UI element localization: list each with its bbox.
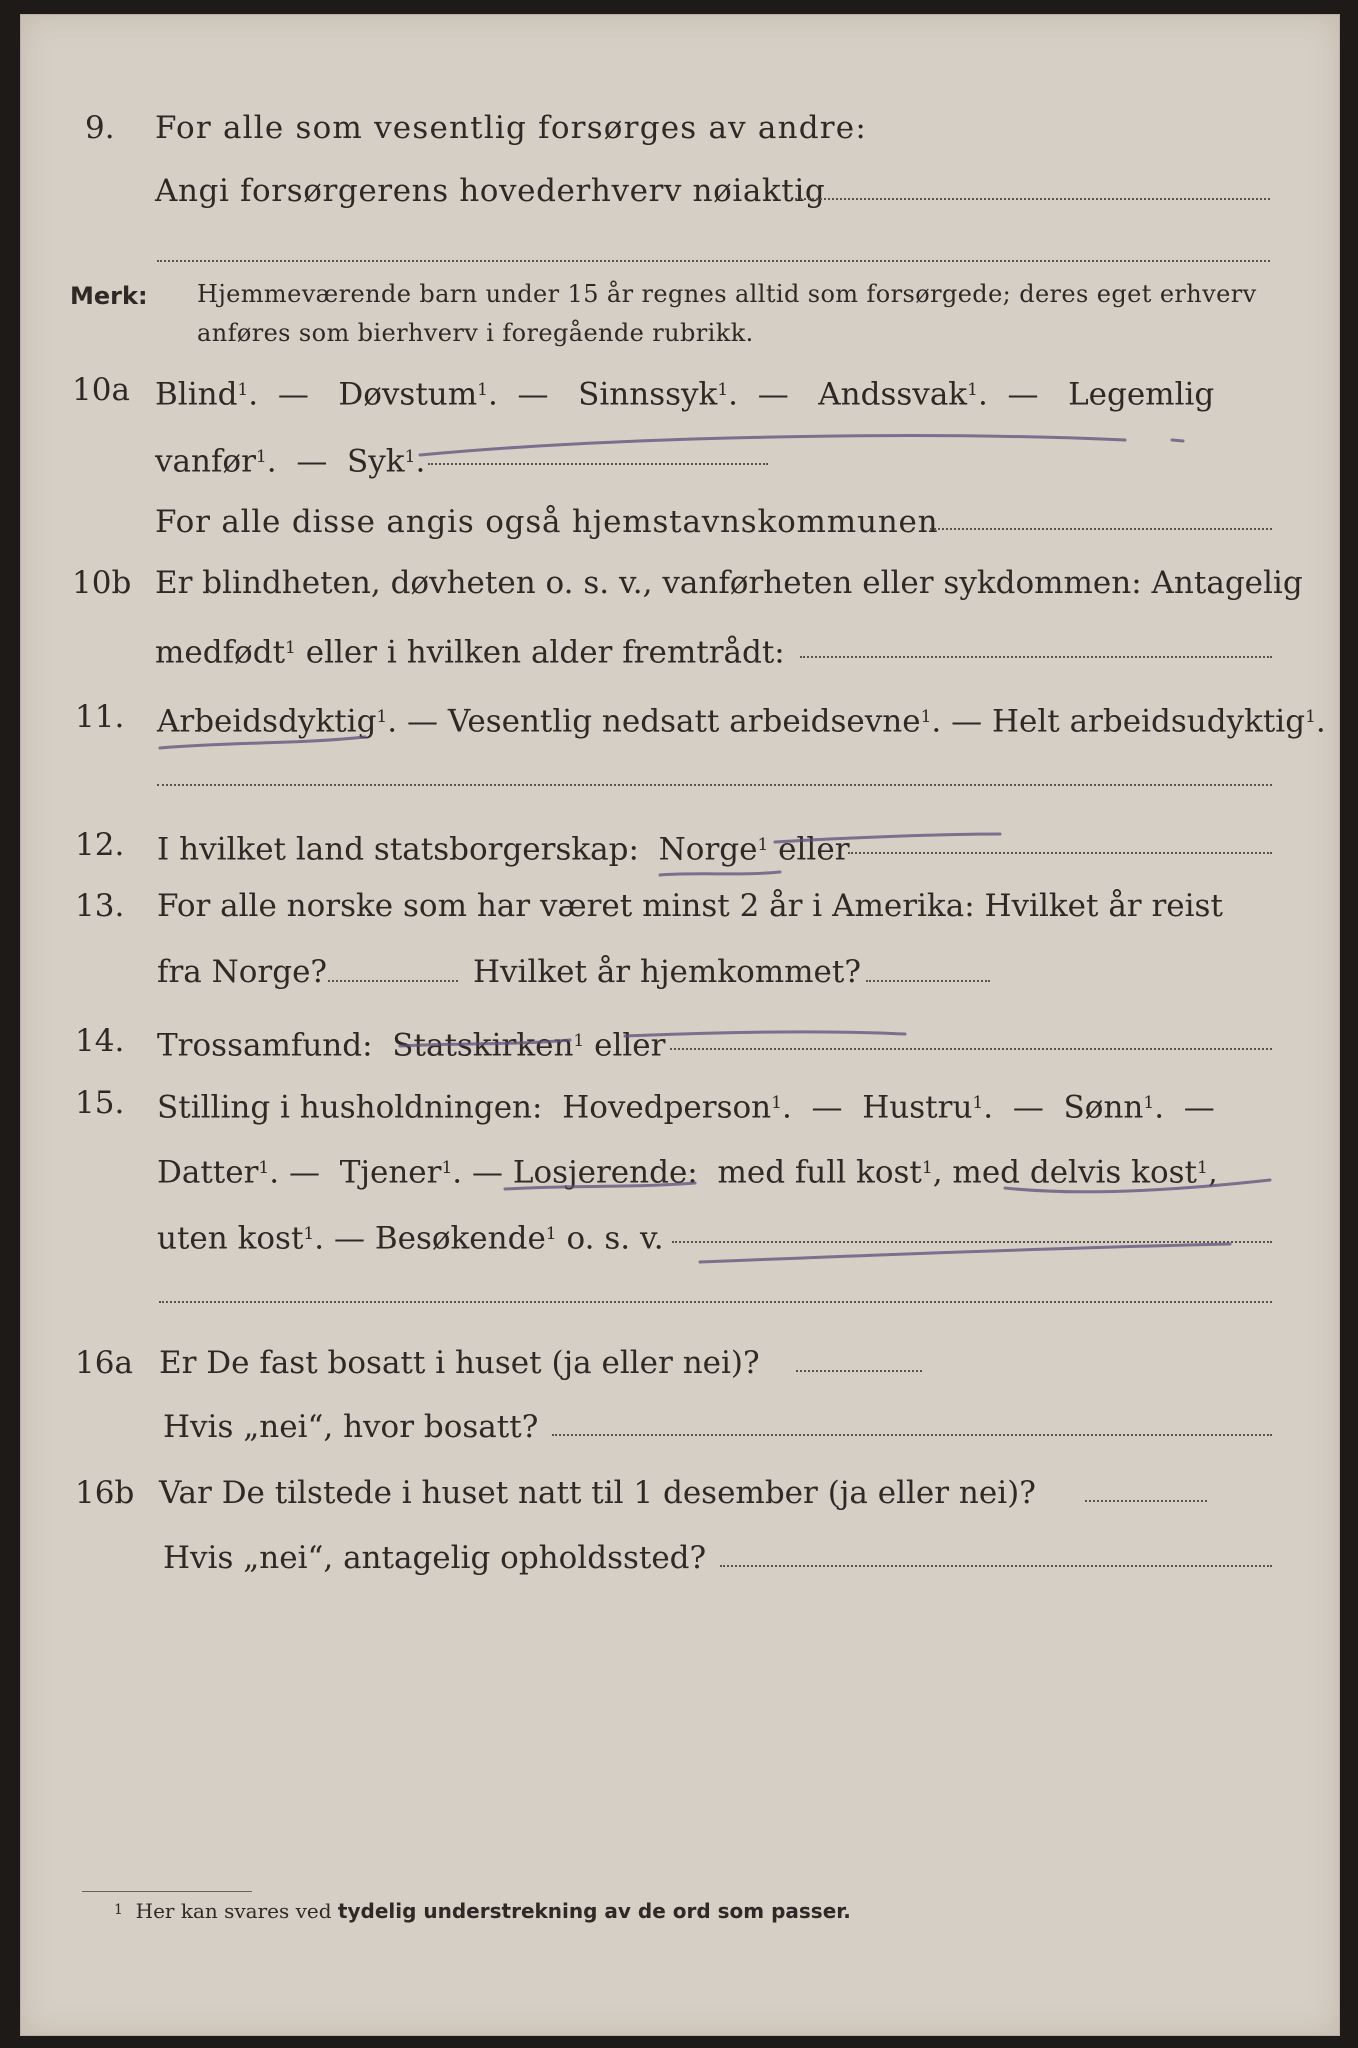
q12-text: I hvilket land statsborgerskap: <box>157 831 639 868</box>
merk-line2: anføres som bierhverv i foregående rubrikk. <box>197 319 754 347</box>
option-eller-tro[interactable]: eller <box>594 1027 666 1064</box>
q10b-line2: medfødt$^1$ eller i hvilken alder fremtrådt: <box>155 634 785 671</box>
option-andssvak[interactable]: Andssvak <box>818 376 968 413</box>
footnote-mark: 1 <box>114 1902 123 1918</box>
option-syk[interactable]: Syk <box>347 443 405 480</box>
q16a-number: 16a <box>75 1345 133 1381</box>
q13-hjemkommet-field[interactable] <box>866 980 990 982</box>
option-datter[interactable]: Datter <box>157 1154 259 1191</box>
q15-line2: Datter$^1$. — Tjener$^1$. — Losjerende: med full kost$^1$, med delvis kost$^1$, <box>157 1154 1218 1191</box>
q13-number: 13. <box>75 888 125 924</box>
q13-line1: For alle norske som har været minst 2 år i Amerika: Hvilket år reist <box>157 888 1223 924</box>
q16b-number: 16b <box>75 1475 135 1511</box>
q10a-answer-field[interactable] <box>428 463 768 465</box>
option-full-kost[interactable]: med full kost <box>717 1154 922 1191</box>
q10a-line2: vanfør$^1$. — Syk$^1$. <box>155 443 426 480</box>
footnote-text-b: tydelig understrekning av de ord som passer. <box>337 1899 851 1923</box>
merk-label: Merk: <box>70 282 148 310</box>
q11-line1: Arbeidsdyktig$^1$. — Vesentlig nedsatt arbeidsevne$^1$. — Helt arbeidsudyktig$^1$. <box>157 703 1326 740</box>
q10b-line2-text: eller i hvilken alder fremtrådt: <box>305 634 785 671</box>
q16b-opholdssted-field[interactable] <box>720 1565 1272 1567</box>
q13-line2b: Hvilket år hjemkommet? <box>473 954 861 990</box>
q9-number: 9. <box>85 110 115 146</box>
q13-reist-field[interactable] <box>328 980 458 982</box>
option-tjener[interactable]: Tjener <box>339 1154 442 1191</box>
q9-line1: For alle som vesentlig forsørges av andre: <box>155 110 867 146</box>
q15-osv: o. s. v. <box>566 1220 664 1257</box>
q15-line1: Stilling i husholdningen: Hovedperson$^1$. — Hustru$^1$. — Sønn$^1$. — <box>157 1089 1215 1126</box>
q16a-line1: Er De fast bosatt i huset (ja eller nei)? <box>159 1345 760 1381</box>
q15-text: Stilling i husholdningen: <box>157 1089 543 1126</box>
option-vanfor[interactable]: vanfør <box>155 443 256 480</box>
q16a-bosatt-field[interactable] <box>552 1434 1272 1436</box>
merk-line1: Hjemmeværende barn under 15 år regnes alltid som forsørgede; deres eget erhverv <box>197 280 1257 308</box>
q14-text: Trossamfund: <box>157 1027 373 1064</box>
q9-answer-field[interactable] <box>795 198 1270 200</box>
option-nedsatt[interactable]: . — Vesentlig nedsatt arbeidsevne <box>387 703 921 740</box>
footnote-text-a: Her kan svares ved <box>135 1899 332 1923</box>
q11-answer-field[interactable] <box>157 784 1272 786</box>
q14-answer-field[interactable] <box>670 1048 1272 1050</box>
footnote-rule <box>82 1891 252 1892</box>
q10b-answer-field[interactable] <box>800 656 1272 658</box>
q15-answer-field[interactable] <box>672 1241 1272 1243</box>
q13-line2a: fra Norge? <box>157 954 328 990</box>
option-besokende[interactable]: Besøkende <box>374 1220 546 1257</box>
q12-number: 12. <box>75 827 125 863</box>
option-eller[interactable]: eller <box>778 831 850 868</box>
q9-answer-field-2[interactable] <box>157 260 1270 262</box>
q11-number: 11. <box>75 699 125 735</box>
q9-line2: Angi forsørgerens hovederhverv nøiaktig <box>155 173 826 209</box>
q10a-number: 10a <box>72 372 130 408</box>
q10a-line1: Blind$^1$. — Døvstum$^1$. — Sinnssyk$^1$. — Andssvak$^1$. — Legemlig <box>155 376 1215 413</box>
option-dovstum[interactable]: Døvstum <box>338 376 478 413</box>
q10a-line3: For alle disse angis også hjemstavnskommunen <box>155 504 939 540</box>
q16b-line1: Var De tilstede i huset natt til 1 desember (ja eller nei)? <box>159 1475 1036 1511</box>
q12-answer-field[interactable] <box>848 852 1272 854</box>
option-sinnssyk[interactable]: Sinnssyk <box>578 376 718 413</box>
option-losjerende[interactable]: Losjerende: <box>512 1154 698 1191</box>
option-arbeidsdyktig[interactable]: Arbeidsdyktig <box>157 703 377 740</box>
option-sonn[interactable]: Sønn <box>1063 1089 1144 1126</box>
footnote <box>114 1899 851 1923</box>
option-norge[interactable]: Norge <box>658 831 758 868</box>
q10a-hjemstavn-field[interactable] <box>930 528 1272 530</box>
q16b-line2: Hvis „nei“, antagelig opholdssted? <box>163 1540 707 1576</box>
option-medfodt[interactable]: medfødt <box>155 634 286 671</box>
q15-line3: uten kost$^1$. — Besøkende$^1$ o. s. v. <box>157 1220 664 1257</box>
q10b-number: 10b <box>72 565 132 601</box>
option-udyktig[interactable]: . — Helt arbeidsudyktig <box>931 703 1306 740</box>
option-statskirken[interactable]: Statskirken <box>392 1027 574 1064</box>
q16a-answer-field[interactable] <box>796 1370 922 1372</box>
q15-number: 15. <box>75 1085 125 1121</box>
option-legemlig[interactable]: Legemlig <box>1068 376 1215 413</box>
option-hustru[interactable]: Hustru <box>862 1089 973 1126</box>
q12-line1: I hvilket land statsborgerskap: Norge$^1$ eller <box>157 831 850 868</box>
q14-number: 14. <box>75 1023 125 1059</box>
q15-answer-field-2[interactable] <box>159 1301 1272 1303</box>
q16a-line2: Hvis „nei“, hvor bosatt? <box>163 1409 539 1445</box>
q14-line1: Trossamfund: Statskirken$^1$ eller <box>157 1027 666 1064</box>
q10b-line1: Er blindheten, døvheten o. s. v., vanførheten eller sykdommen: Antagelig <box>155 565 1303 601</box>
option-blind[interactable]: Blind <box>155 376 238 413</box>
option-delvis-kost[interactable]: med delvis kost <box>952 1154 1197 1191</box>
q11-period: . <box>1315 703 1326 740</box>
option-hovedperson[interactable]: Hovedperson <box>562 1089 772 1126</box>
option-uten-kost[interactable]: uten kost <box>157 1220 304 1257</box>
q16b-answer-field[interactable] <box>1085 1500 1207 1502</box>
